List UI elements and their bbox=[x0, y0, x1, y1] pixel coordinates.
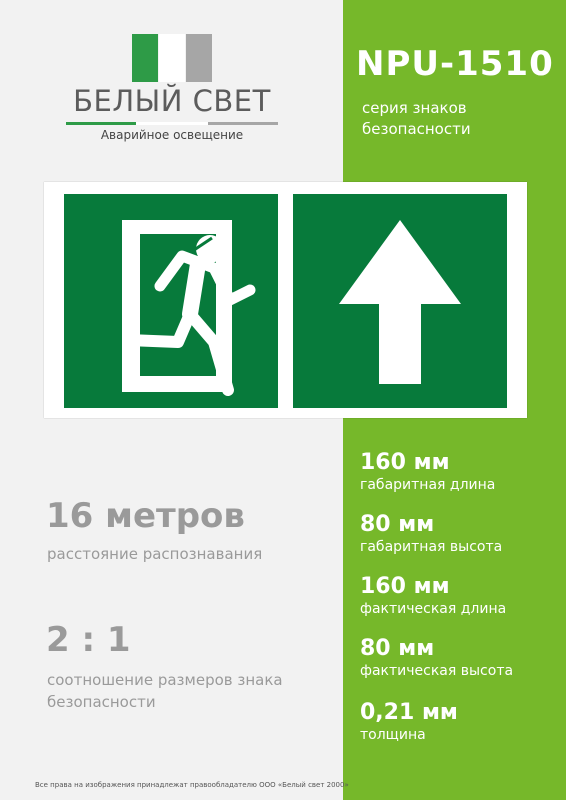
spec-value: 80 мм bbox=[360, 512, 435, 537]
spec-item bbox=[360, 700, 458, 744]
product-series: серия знаков безопасности bbox=[362, 99, 471, 138]
recognition-label: расстояние распознавания bbox=[47, 545, 263, 563]
running-man-exit-icon bbox=[64, 194, 278, 408]
spec-item bbox=[360, 512, 502, 556]
brand-tagline: Аварийное освещение bbox=[100, 128, 244, 142]
spec-value: 160 мм bbox=[360, 450, 450, 475]
size-ratio-label: соотношение размеров знака безопасности bbox=[47, 671, 283, 711]
logo-line-gray bbox=[208, 122, 278, 125]
arrow-up-icon bbox=[293, 194, 507, 408]
logo-bar-white bbox=[159, 34, 185, 82]
spec-item bbox=[360, 574, 506, 618]
spec-item bbox=[360, 450, 495, 494]
size-ratio: 2 : 1 bbox=[46, 620, 131, 660]
copyright-notice: Все права на изображения принадлежат правообладателю ООО «Белый свет 2000» bbox=[35, 781, 349, 789]
spec-label: фактическая высота bbox=[360, 663, 514, 679]
spec-label: габаритная высота bbox=[360, 539, 503, 555]
brand-name: БЕЛЫЙ СВЕТ bbox=[73, 84, 271, 118]
safety-sign bbox=[44, 182, 527, 418]
product-model: NPU-1510 bbox=[356, 44, 554, 84]
spec-item bbox=[360, 636, 513, 680]
spec-label: габаритная длина bbox=[360, 477, 496, 493]
spec-value: 160 мм bbox=[360, 574, 450, 599]
spec-value: 80 мм bbox=[360, 636, 435, 661]
exit-tile bbox=[64, 194, 278, 408]
logo-line-white bbox=[136, 122, 208, 125]
spec-label: фактическая длина bbox=[360, 601, 507, 617]
brand-logo bbox=[62, 34, 282, 144]
spec-label: толщина bbox=[360, 727, 426, 743]
recognition-distance: 16 метров bbox=[46, 496, 245, 536]
logo-bars bbox=[132, 34, 212, 82]
logo-bar-green bbox=[132, 34, 158, 82]
arrow-tile bbox=[293, 194, 507, 408]
spec-value: 0,21 мм bbox=[360, 700, 458, 725]
logo-line-green bbox=[66, 122, 136, 125]
logo-bar-gray bbox=[186, 34, 212, 82]
